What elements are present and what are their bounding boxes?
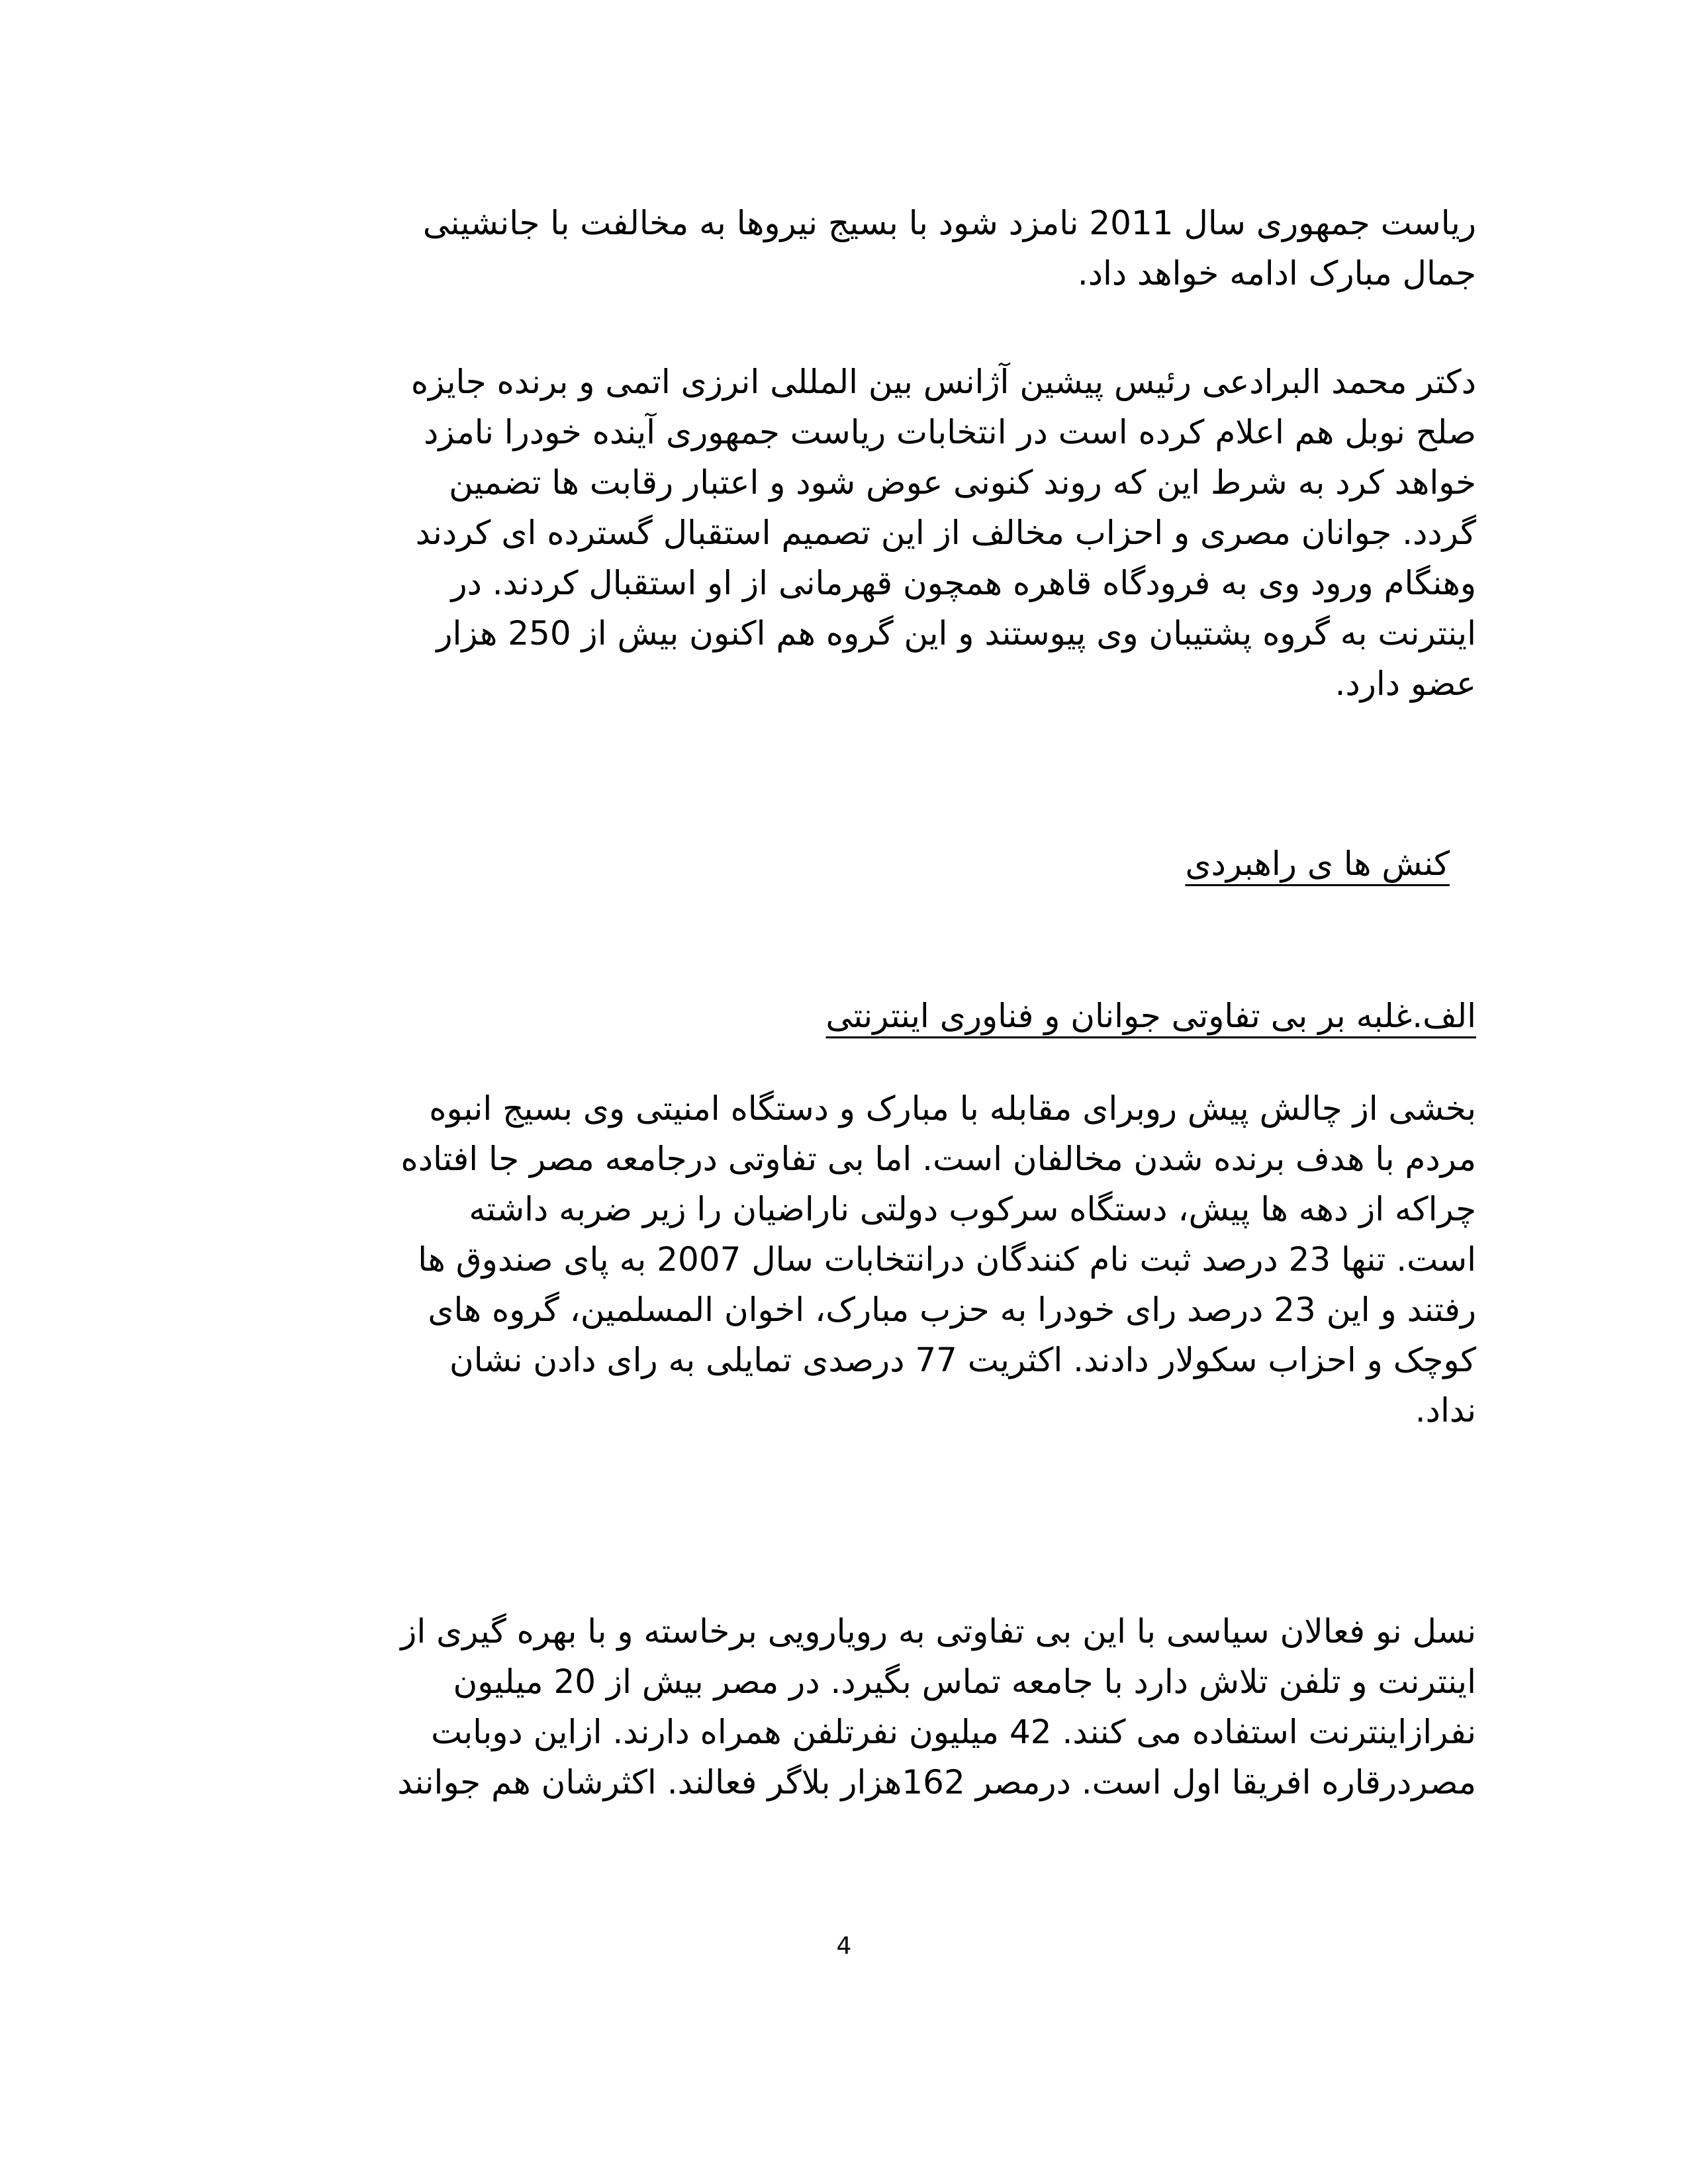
paragraph-line: اینترنت و تلفن تلاش دارد با جامعه تماس بگیرد. در مصر بیش از 20 میلیون	[453, 1662, 1476, 1701]
paragraph-line: نفرازاینترنت استفاده می کنند. 42 میلیون نفرتلفن همراه دارند. ازاین دوبابت	[431, 1713, 1476, 1751]
paragraph-line: رفتند و این 23 درصد رای خودرا به حزب مبارک، اخوان المسلمین، گروه های	[428, 1291, 1476, 1329]
paragraph-line: گردد. جوانان مصری و احزاب مخالف از این تصمیم استقبال گسترده ای کردند	[415, 514, 1476, 552]
paragraph-line: است. تنها 23 درصد ثبت نام کنندگان درانتخابات سال 2007 به پای صندوق ها	[418, 1240, 1476, 1279]
paragraph-1	[185, 206, 1476, 307]
paragraph-2	[185, 365, 1476, 717]
section-heading-text: کنش ها ی راهبردی	[1185, 844, 1450, 883]
section-heading-1	[185, 844, 1476, 897]
section-heading-text: الف.غلبه بر بی تفاوتی جوانان و فناوری اینترنتی	[825, 997, 1476, 1035]
paragraph-line: مصردرقاره افریقا اول است. درمصر 162هزار بلاگر فعالند. اکثرشان هم جوانند	[397, 1763, 1476, 1801]
paragraph-line: مردم با هدف برنده شدن مخالفان است. اما بی تفاوتی درجامعه مصر جا افتاده	[400, 1140, 1476, 1178]
paragraph-line: کوچک و احزاب سکولار دادند. اکثریت 77 درصدی تمایلی به رای دادن نشان	[449, 1341, 1476, 1379]
page-number: 4	[836, 1933, 852, 1960]
paragraph-line: جمال مبارک ادامه خواهد داد.	[1077, 254, 1476, 293]
paragraph-line: وهنگام ورود وی به فرودگاه قاهره همچون قهرمانی از او استقبال کردند. در	[451, 564, 1476, 602]
paragraph-line: نداد.	[1415, 1391, 1476, 1430]
paragraph-line: اینترنت به گروه پشتیبان وی پیوستند و این گروه هم اکنون بیش از 250 هزار	[436, 614, 1476, 653]
paragraph-line: دکتر محمد البرادعی رئیس پیشین آژانس بین المللی انرزی اتمی و برنده جایزه	[410, 363, 1476, 401]
paragraph-line: نسل نو فعالان سیاسی با این بی تفاوتی به رویارویی برخاسته و با بهره گیری از	[400, 1612, 1476, 1651]
paragraph-line: عضو دارد.	[1335, 664, 1476, 703]
section-heading-2	[185, 999, 1476, 1050]
paragraph-line: چراکه از دهه ها پیش، دستگاه سرکوب دولتی ناراضیان را زیر ضربه داشته	[469, 1190, 1476, 1228]
paragraph-3	[185, 1089, 1476, 1444]
paragraph-4	[185, 1612, 1476, 1816]
paragraph-line: ریاست جمهوری سال 2011 نامزد شود با بسیج نیروها به مخالفت با جانشینی	[422, 204, 1476, 242]
paragraph-line: خواهد کرد به شرط این که روند کنونی عوض شود و اعتبار رقابت ها تضمین	[449, 463, 1476, 502]
paragraph-line: بخشی از چالش پیش روبرای مقابله با مبارک و دستگاه امنیتی وی بسیج انبوه	[429, 1089, 1476, 1128]
paragraph-line: صلح نوبل هم اعلام کرده است در انتخابات ریاست جمهوری آینده خودرا نامزد	[424, 413, 1476, 451]
